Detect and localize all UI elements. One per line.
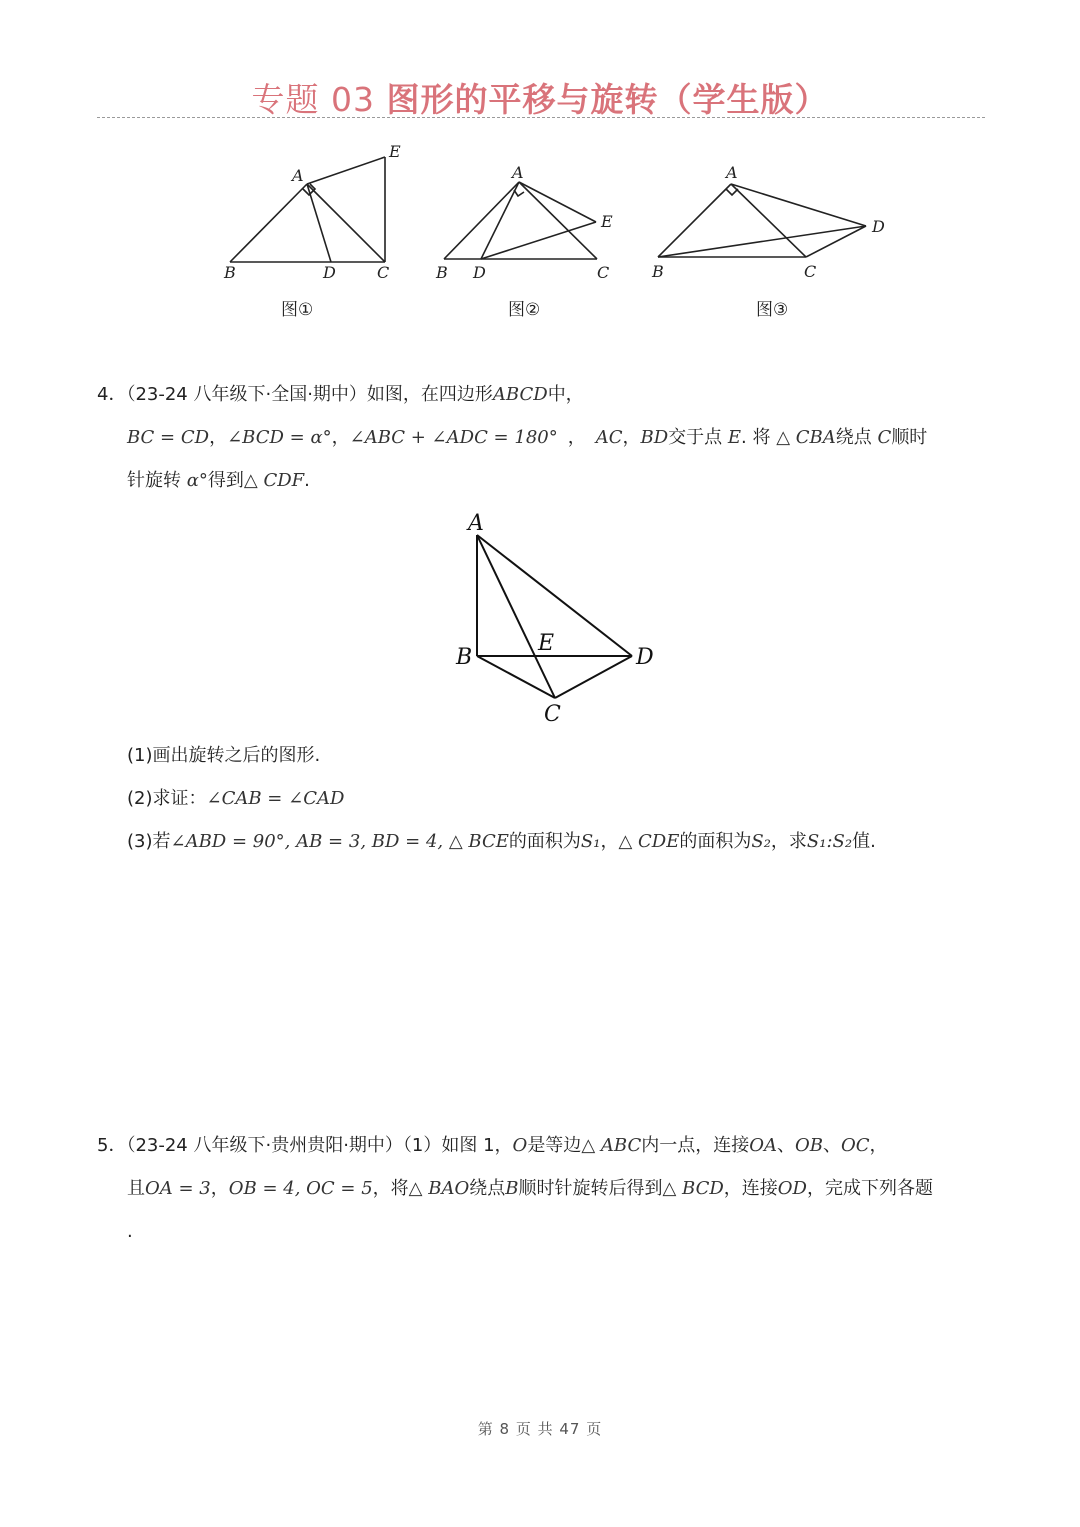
- q4-source: （23-24 八年级下·全国·期中）如图，在四边形: [126, 384, 493, 405]
- q4-sub-2-text: (2)求证：: [127, 788, 207, 809]
- q4-sub-3-text: ，求: [770, 831, 807, 852]
- fig3-label-a: A: [726, 163, 738, 182]
- q5-math: OA = 3: [145, 1178, 211, 1199]
- q4-math: α°: [186, 470, 208, 491]
- q4-sub-3-math: S₂: [751, 831, 771, 852]
- q5-text: 顺时针旋转后得到: [518, 1178, 663, 1199]
- q4-sub-3: [127, 829, 876, 855]
- q5-math: OC: [840, 1135, 870, 1156]
- fig1-label-c: C: [377, 263, 390, 282]
- fig1-label-b: B: [224, 263, 236, 282]
- q5-text: （23-24 八年级下·贵州贵阳·期中）（1）如图 1，: [126, 1135, 513, 1156]
- q4-text: 针旋转: [127, 470, 187, 491]
- fig4-segment-ad: [477, 535, 632, 656]
- q4-number: 4．: [97, 384, 127, 405]
- q4-math: BD: [640, 427, 669, 448]
- fig1-caption: 图①: [281, 300, 314, 320]
- q4-sub-3-text: 的面积为: [679, 831, 752, 852]
- q4-sub-3-math: △ CDE: [618, 831, 680, 852]
- q4-sub-2: [127, 786, 344, 812]
- title-main: 图形的平移与旋转（学生版）: [386, 80, 829, 119]
- q4-sub-1: [127, 743, 320, 769]
- q4-text: ，: [209, 427, 228, 448]
- q4-text: 中，: [547, 384, 584, 405]
- fig1-label-a: A: [292, 166, 304, 185]
- fig2-label-d: D: [473, 263, 486, 282]
- q5-math: OB = 4, OC = 5: [228, 1178, 373, 1199]
- q5-math: OD: [777, 1178, 807, 1199]
- fig4-label-d: D: [636, 645, 654, 670]
- q4-sub-3-text: 的面积为: [508, 831, 581, 852]
- q4-math: ∠ABC + ∠ADC = 180°: [349, 427, 558, 448]
- q5-math: OB: [794, 1135, 823, 1156]
- fig3-label-d: D: [872, 217, 885, 236]
- q5-math: △ ABC: [581, 1135, 642, 1156]
- fig4-label-e: E: [538, 631, 555, 656]
- q5-text: 内一点，连接: [641, 1135, 750, 1156]
- q4-math: △ CBA: [776, 427, 836, 448]
- q5-math: O: [512, 1135, 528, 1156]
- q5-line-1: [97, 1133, 888, 1159]
- q4-sub-3-math: S₁: [580, 831, 601, 852]
- title-prefix: 专题 03: [251, 80, 387, 119]
- q5-text: ，完成下列各题: [807, 1178, 933, 1199]
- q5-text: .: [127, 1221, 133, 1242]
- fig2-label-a: A: [512, 163, 524, 182]
- fig2-label-e: E: [601, 212, 613, 231]
- q4-sub-1-text: (1)画出旋转之后的图形.: [127, 745, 321, 766]
- q4-text: 顺时: [891, 427, 928, 448]
- q4-text: 得到: [207, 470, 244, 491]
- q4-sub-3-text: ，: [600, 831, 619, 852]
- q5-text: ，连接: [723, 1178, 778, 1199]
- fig4-label-b: B: [456, 645, 473, 670]
- q4-math: △ CDF: [243, 470, 305, 491]
- q5-math: △ BAO: [408, 1178, 470, 1199]
- q5-text: ，将: [372, 1178, 409, 1199]
- q4-text: .: [304, 470, 310, 491]
- fig3-label-c: C: [804, 262, 817, 281]
- q4-text: . 将: [741, 427, 777, 448]
- q4-text: ，: [567, 427, 586, 448]
- q5-line-3: [127, 1219, 133, 1245]
- fig1-label-e: E: [389, 142, 401, 161]
- q5-text: ，: [210, 1178, 229, 1199]
- q5-math: B: [505, 1178, 519, 1199]
- q4-math: AC: [595, 427, 623, 448]
- q4-sub-3-math: S₁:S₂: [806, 831, 853, 852]
- q4-text: 绕点: [835, 427, 878, 448]
- q4-sub-3-math: ∠ABD = 90°, AB = 3, BD = 4, △ BCE: [170, 831, 509, 852]
- fig1-label-d: D: [323, 263, 336, 282]
- fig2-caption: 图②: [508, 300, 541, 320]
- q5-number: 5．: [97, 1135, 127, 1156]
- q5-line-2: [127, 1176, 933, 1202]
- q5-text: 、: [776, 1135, 795, 1156]
- q4-sub-3-text: 值.: [852, 831, 876, 852]
- q4-sub-3-text: (3)若: [127, 831, 171, 852]
- fig4-segment-bc: [477, 656, 555, 698]
- q5-text: ，: [869, 1135, 888, 1156]
- q4-math-abcd: ABCD: [492, 384, 548, 405]
- fig4-segment-cd: [555, 656, 632, 698]
- q4-sub-2-math: ∠CAB = ∠CAD: [206, 788, 345, 809]
- figure-4: [0, 0, 1080, 740]
- fig3-label-b: B: [652, 262, 664, 281]
- fig2-label-c: C: [597, 263, 610, 282]
- fig4-label-a: A: [468, 511, 484, 536]
- fig3-caption: 图③: [756, 300, 789, 320]
- q5-text: 、: [822, 1135, 841, 1156]
- q5-text: 且: [127, 1178, 145, 1199]
- q4-math: E: [727, 427, 742, 448]
- q4-text: ，: [622, 427, 641, 448]
- fig4-segment-ac: [477, 535, 555, 698]
- q4-text: 交于点: [668, 427, 728, 448]
- page-number: 第 8 页 共 47 页: [477, 1420, 603, 1438]
- q4-math: ∠BCD = α°: [227, 427, 332, 448]
- q5-math: OA: [749, 1135, 777, 1156]
- q5-math: △ BCD: [662, 1178, 724, 1199]
- q4-math: BC = CD: [127, 427, 210, 448]
- fig4-label-c: C: [544, 702, 561, 727]
- fig2-label-b: B: [436, 263, 448, 282]
- q4-math: C: [877, 427, 892, 448]
- q5-text: 绕点: [469, 1178, 506, 1199]
- q4-text: ，: [331, 427, 350, 448]
- q5-text: 是等边: [527, 1135, 582, 1156]
